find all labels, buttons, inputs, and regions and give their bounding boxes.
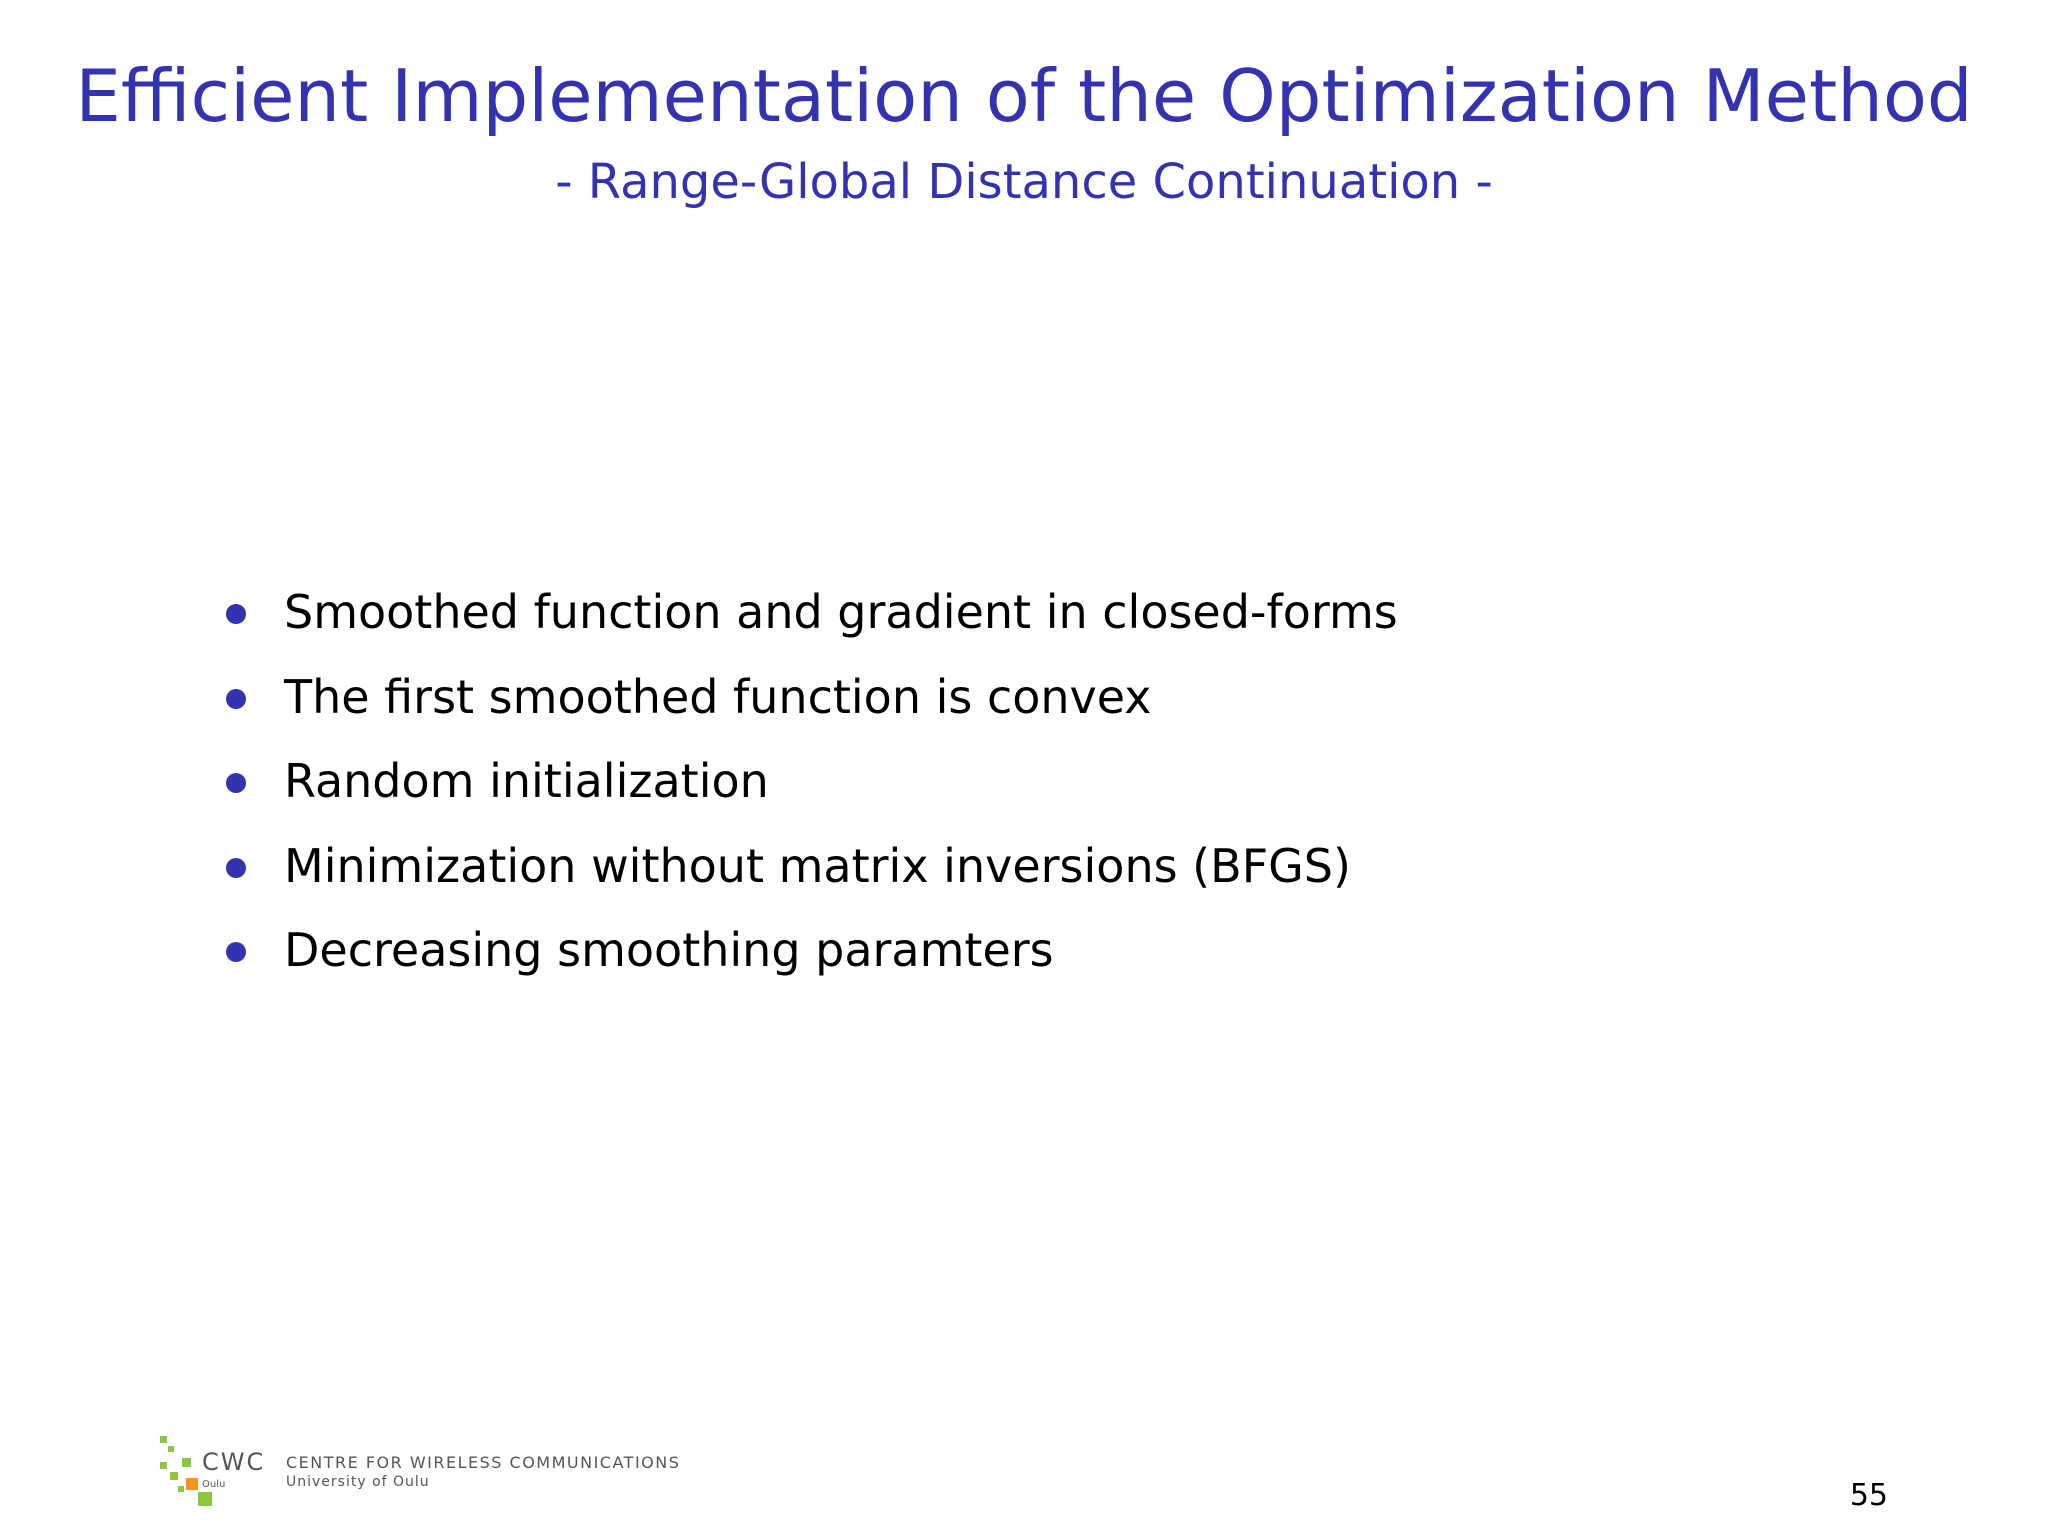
logo-sub: Oulu <box>202 1479 226 1490</box>
bullet-text: Random initialization <box>284 754 769 808</box>
bullet-icon <box>226 773 246 793</box>
university-name: University of Oulu <box>286 1474 430 1490</box>
slide-subtitle: - Range-Global Distance Continuation - <box>555 154 1493 210</box>
bullet-icon <box>226 942 246 962</box>
bullet-item <box>222 918 1398 1003</box>
bullet-text: Decreasing smoothing paramters <box>284 923 1054 977</box>
slide-title: Efficient Implementation of the Optimization Method <box>75 54 1973 138</box>
page-number: 55 <box>1849 1478 1888 1513</box>
logo-orange-square <box>186 1478 198 1490</box>
bullet-item <box>222 665 1398 750</box>
bullet-text: Smoothed function and gradient in closed-forms <box>284 585 1398 639</box>
cwc-logo <box>156 1436 681 1506</box>
bullet-icon <box>226 689 246 709</box>
bullet-icon <box>226 858 246 878</box>
logo-abbreviation: CWC <box>202 1448 266 1476</box>
bullet-text: The first smoothed function is convex <box>284 669 1152 724</box>
bullet-item <box>222 580 1398 665</box>
organization-name: CENTRE FOR WIRELESS COMMUNICATIONS <box>286 1453 681 1472</box>
bullet-list <box>222 580 1398 1003</box>
bullet-text: Minimization without matrix inversions (BFGS) <box>284 838 1351 893</box>
bullet-icon <box>226 604 246 624</box>
logo-squares-icon <box>156 1436 202 1506</box>
bullet-item <box>222 749 1398 834</box>
bullet-item <box>222 834 1398 919</box>
